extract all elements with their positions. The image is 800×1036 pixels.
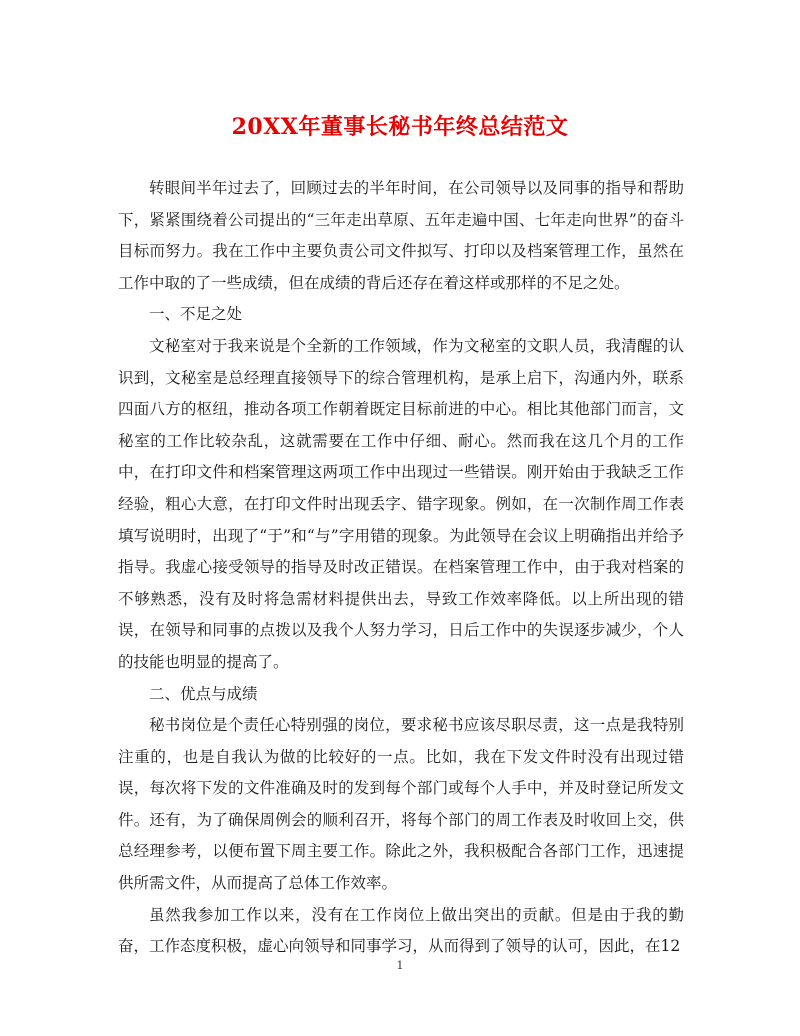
section-heading-shortcomings: 一、不足之处: [149, 305, 243, 324]
closing-paragraph: 虽然我参加工作以来，没有在工作岗位上做出突出的贡献。但是由于我的勤奋，工作态度积极，虚心向领导和同事学习，从而得到了领导的认可，因此，在12: [118, 905, 684, 956]
page-number: 1: [396, 959, 404, 972]
document-title: 20XX年董事长秘书年终总结范文: [231, 114, 569, 140]
strengths-paragraph: 秘书岗位是个责任心特别强的岗位，要求秘书应该尽职尽责，这一点是我特别注重的，也是自我认为做的比较好的一点。比如，我在下发文件时没有出现过错误，每次将下发的文件准确及时的发到每个部门或每个人手中，并及时登记所发文件。还有，为了确保周例会的顺利召开，将每个部门的周工作表及时收回上交，供总经理参考，以便布置下周主要工作。除此之外，我积极配合各部门工作，迅速提供所需文件，从而提高了总体工作效率。: [118, 716, 684, 893]
section-heading-strengths: 二、优点与成绩: [149, 684, 258, 703]
intro-paragraph: 转眼间半年过去了，回顾过去的半年时间，在公司领导以及同事的指导和帮助下，紧紧围绕着公司提出的“三年走出草原、五年走遍中国、七年走向世界”的奋斗目标而努力。我在工作中主要负责公司文件拟写、打印以及档案管理工作，虽然在工作中取的了一些成绩，但在成绩的背后还存在着这样或那样的不足之处。: [118, 179, 684, 292]
shortcomings-paragraph: 文秘室对于我来说是个全新的工作领域，作为文秘室的文职人员，我清醒的认识到，文秘室是总经理直接领导下的综合管理机构，是承上启下，沟通内外，联系四面八方的枢纽，推动各项工作朝着既定目标前进的中心。相比其他部门而言，文秘室的工作比较杂乱，这就需要在工作中仔细、耐心。然而我在这几个月的工作中，在打印文件和档案管理这两项工作中出现过一些错误。刚开始由于我缺乏工作经验，粗心大意，在打印文件时出现丢字、错字现象。例如，在一次制作周工作表填写说明时，出现了“于”和“与”字用错的现象。为此领导在会议上明确指出并给予指导。我虚心接受领导的指导及时改正错误。在档案管理工作中，由于我对档案的不够熟悉，没有及时将急需材料提供出去，导致工作效率降低。以上所出现的错误，在领导和同事的点拨以及我个人努力学习，日后工作中的失误逐步减少，个人的技能也明显的提高了。: [118, 336, 684, 671]
document-body: [118, 173, 684, 963]
